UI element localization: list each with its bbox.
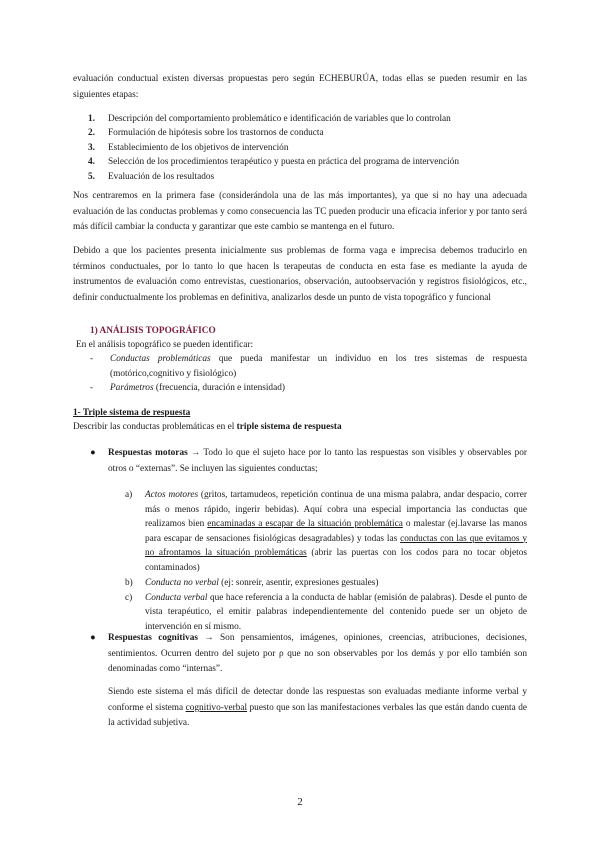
- stage-text: Descripción del comportamiento problemático e identificación de variables que lo controlan: [108, 114, 451, 124]
- bullet-title: Respuestas cognitivas: [108, 633, 199, 643]
- item-underlined: conductas con las que evitamos y no afrontamos la situación problemáticas: [145, 533, 527, 558]
- item-term: Actos motores: [145, 490, 199, 500]
- item-text: (abrir las puertas con los codos para no tocar objetos contaminados): [145, 548, 527, 573]
- topographic-list: [90, 352, 527, 396]
- cognitive-responses-bullet: [90, 631, 527, 678]
- item-marker: a): [125, 490, 133, 500]
- subheading-intro-text: Describir las conductas problemáticas en el: [73, 422, 237, 432]
- bullet-marker: ●: [90, 633, 96, 643]
- stage-number: 4.: [88, 157, 95, 168]
- focus-paragraph: Nos centraremos en la primera fase (considerándola una de las más importantes), ya que si no hay una adecuada evaluación de las conductas problemas y como consecuencia las TC pueden producir una eficacia inferior y por tanto será más difícil cambiar la conducta y garantizar que este cambio se mantenga en el futuro.: [73, 191, 527, 232]
- paragraph-text: puesto que son las manifestaciones verbales las que están dando cuenta de la actividad subjetiva.: [108, 702, 527, 728]
- stage-text: Establecimiento de los objetivos de intervención: [108, 142, 289, 153]
- dash-marker: -: [90, 354, 94, 364]
- topographic-intro: En el análisis topográfico se pueden identificar:: [76, 340, 254, 350]
- bullet-text: Todo lo que el sujeto hace por lo tanto las respuestas son visibles y observables por otros o “externas”. Se incluyen las siguientes conductas;: [108, 448, 528, 474]
- item-text: (frecuencia, duración e intensidad): [153, 383, 285, 393]
- item-marker: b): [125, 578, 133, 588]
- motor-items-list: [125, 488, 527, 634]
- bullet-marker: ●: [90, 448, 96, 458]
- stage-item: [88, 170, 459, 184]
- item-text: que pueda manifestar un individuo en los tres sistemas de respuesta (motórico,cognitivo y fisiológico): [110, 354, 527, 379]
- item-marker: c): [125, 592, 133, 603]
- stage-item: [88, 126, 459, 140]
- item-text: que hace referencia a la conducta de hablar (emisión de palabras). Desde el punto de vista terapéutico, el emitir palabras independientemente del contenido puede ser un objeto de intervención en sí mismo.: [145, 592, 527, 632]
- stage-number: 3.: [88, 142, 95, 153]
- subheading: 1- Triple sistema de respuesta: [73, 408, 191, 418]
- bullet-text: Son pensamientos, imágenes, opiniones, creencias, atribuciones, decisiones, sentimientos. Ocurren dentro del sujeto por ρ que no son observables por los demás y por ello también son denominadas como “internas”.: [108, 633, 528, 674]
- section-heading: 1) ANÁLISIS TOPOGRÁFICO: [90, 326, 216, 336]
- stage-item: [88, 155, 459, 169]
- paragraph-text: Siendo este sistema el más difícil de detectar donde las respuestas son evaluadas mediante informe verbal y conforme el sistema: [108, 687, 527, 713]
- motor-item: [125, 591, 527, 635]
- stage-text: Evaluación de los resultados: [108, 171, 215, 182]
- stage-item: [88, 141, 459, 155]
- item-term: Conductas problemáticas: [110, 354, 211, 364]
- stages-list: [88, 112, 459, 184]
- debido-paragraph: Debido a que los pacientes presenta inicialmente sus problemas de forma vaga e imprecisa debemos traducirlo en términos conductuales, por lo tanto lo que hacen ls terapeutas de conducta en esta fase es mediante la ayuda de instrumentos de evaluación como entrevistas, cuestionarios, observación, autoobservación y registros fisiológicos, etc., definir conductualmente los problemas en definitiva, analizarlos desde un punto de vista topográfico y funcional: [73, 246, 527, 303]
- stage-text: Formulación de hipótesis sobre los trastornos de conducta: [108, 128, 324, 139]
- subheading-intro-bold: triple sistema de respuesta: [236, 422, 342, 432]
- item-text: (gritos, tartamudeos, repetición continua de una misma palabra, andar despacio, correr más o menos rápido, ingerir bebidas). Aquí cobra una especial importancia las conductas que realizamos bien: [145, 490, 527, 529]
- stage-text: Selección de los procedimientos terapéutico y puesta en práctica del programa de intervención: [108, 157, 460, 168]
- item-term: Conducta verbal: [145, 592, 208, 603]
- topographic-item: [90, 381, 527, 396]
- item-text: (ej: sonreír, asentir, expresiones gestuales): [218, 578, 379, 588]
- stage-number: 5.: [88, 171, 95, 182]
- page-number: 2: [297, 796, 303, 808]
- motor-item: [125, 488, 527, 575]
- stage-number: 1.: [88, 114, 95, 124]
- subheading-intro: [73, 419, 342, 435]
- bullet-title: Respuestas motoras: [108, 448, 188, 458]
- siendo-paragraph: [108, 685, 527, 732]
- arrow-icon: →: [204, 633, 214, 643]
- item-term: Parámetros: [110, 383, 154, 393]
- dash-marker: -: [90, 383, 94, 393]
- item-text: o malestar (ej.lavarse las manos para escapar de sensaciones fisiológicas desagradables) y todas las: [145, 519, 527, 544]
- topographic-item: [90, 352, 527, 381]
- item-term: Conducta no verbal: [145, 578, 219, 588]
- stage-number: 2.: [88, 128, 95, 139]
- stage-item: [88, 112, 459, 126]
- arrow-icon: →: [191, 448, 201, 458]
- motor-item: [125, 576, 527, 591]
- paragraph-underlined: cognitivo-verbal: [185, 702, 248, 713]
- item-underlined: encaminadas a escapar de la situación problemática: [207, 519, 403, 529]
- motor-responses-bullet: [90, 446, 527, 477]
- intro-paragraph: evaluación conductual existen diversas propuestas pero según ECHEBURÚA, todas ellas se pueden resumir en las siguientes etapas:: [73, 74, 527, 100]
